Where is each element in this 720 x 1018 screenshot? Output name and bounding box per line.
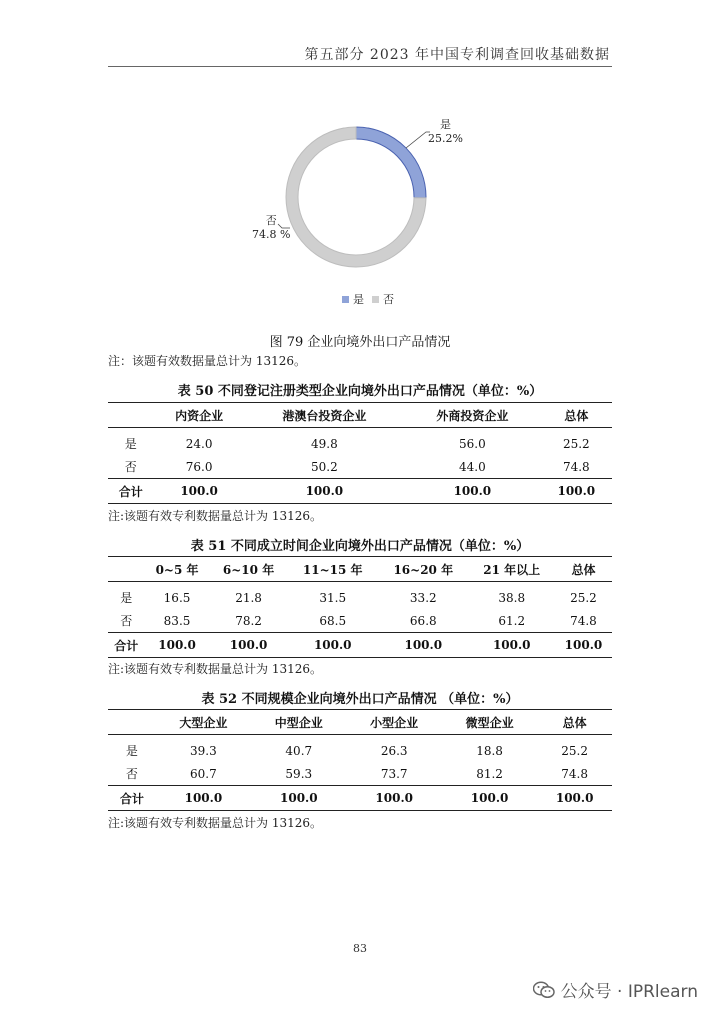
table-cell: 81.2 [476, 766, 503, 781]
column-header: 小型企业 [346, 710, 441, 735]
table-row [108, 455, 612, 479]
column-header: 大型企业 [156, 710, 251, 735]
table-cell: 38.8 [498, 590, 526, 605]
table-cell: 40.7 [285, 743, 313, 758]
column-header: 6~10 年 [210, 557, 288, 582]
legend-label-no: 否 [383, 293, 394, 306]
total-cell: 100.0 [210, 633, 288, 658]
table-cell: 50.2 [310, 459, 338, 474]
total-cell: 100.0 [442, 786, 537, 811]
table-cell: 26.3 [380, 743, 408, 758]
total-cell: 100.0 [469, 633, 555, 658]
column-header: 中型企业 [251, 710, 346, 735]
total-row [108, 479, 612, 504]
column-header [108, 557, 144, 582]
table-cell: 24.0 [185, 436, 213, 451]
table-cell: 25.2 [561, 743, 588, 758]
table-51-note: 注:该题有效专利数据量总计为 13126。 [108, 662, 323, 676]
table-cell: 60.7 [190, 766, 217, 781]
total-cell: 100.0 [555, 633, 612, 658]
total-cell: 100.0 [537, 786, 612, 811]
table-50 [108, 402, 612, 504]
total-cell: 100.0 [378, 633, 469, 658]
table-cell: 78.2 [235, 613, 262, 628]
legend-label-yes: 是 [353, 293, 364, 306]
legend-swatch-yes [342, 296, 349, 303]
slice-label-no-value: 74.8 % [252, 228, 291, 241]
table-cell: 56.0 [459, 436, 486, 451]
column-header: 总体 [537, 710, 612, 735]
column-header [108, 403, 154, 428]
table-cell: 61.2 [498, 613, 526, 628]
column-header: 港澳台投资企业 [245, 403, 404, 428]
table-cell: 33.2 [409, 590, 437, 605]
figure-note: 注：该题有效数据量总计为 13126。 [108, 354, 306, 368]
table-50-note: 注:该题有效专利数据量总计为 13126。 [108, 509, 323, 523]
table-cell: 31.5 [319, 590, 347, 605]
donut-slice-yes [356, 127, 426, 198]
table-cell: 74.8 [570, 613, 597, 628]
table-row [108, 609, 612, 633]
row-label: 否 [124, 460, 137, 474]
table-cell: 66.8 [409, 613, 437, 628]
table-row [108, 582, 612, 610]
table-51 [108, 556, 612, 658]
watermark [533, 977, 698, 1002]
table-52-note: 注:该题有效专利数据量总计为 13126。 [108, 816, 323, 830]
column-header: 11~15 年 [287, 557, 378, 582]
column-header: 21 年以上 [469, 557, 555, 582]
row-label: 否 [125, 767, 138, 781]
slice-label-no-name: 否 [265, 214, 277, 227]
total-cell: 100.0 [404, 479, 541, 504]
figure-caption: 图 79 企业向境外出口产品情况 [269, 335, 451, 350]
page-number: 83 [353, 942, 367, 955]
total-row [108, 786, 612, 811]
table-cell: 73.7 [380, 766, 408, 781]
table-cell: 76.0 [185, 459, 213, 474]
table-row [108, 762, 612, 786]
donut-chart [230, 110, 480, 310]
table-row [108, 735, 612, 763]
slice-label-no [252, 214, 290, 242]
table-cell: 74.8 [561, 766, 588, 781]
table-cell: 39.3 [190, 743, 217, 758]
total-cell: 100.0 [541, 479, 612, 504]
legend-swatch-no [372, 296, 379, 303]
column-header: 0~5 年 [144, 557, 209, 582]
slice-label-yes [428, 118, 463, 146]
chart-legend [342, 291, 394, 307]
column-header: 外商投资企业 [404, 403, 541, 428]
total-cell: 100.0 [287, 633, 378, 658]
total-cell: 100.0 [154, 479, 245, 504]
total-cell: 100.0 [251, 786, 346, 811]
row-label: 是 [124, 437, 137, 451]
total-label: 合计 [108, 479, 154, 504]
slice-label-yes-name: 是 [439, 118, 451, 131]
table-51-title: 表 51 不同成立时间企业向境外出口产品情况（单位：%） [190, 539, 530, 554]
table-cell: 21.8 [235, 590, 262, 605]
table-cell: 74.8 [562, 459, 590, 474]
total-cell: 100.0 [346, 786, 441, 811]
leader-line-yes [406, 132, 430, 148]
column-header [108, 710, 156, 735]
table-cell: 25.2 [570, 590, 597, 605]
total-cell: 100.0 [144, 633, 209, 658]
wechat-icon [533, 981, 555, 999]
total-label: 合计 [108, 633, 144, 658]
running-header: 第五部分 2023 年中国专利调查回收基础数据 [304, 47, 610, 63]
slice-label-yes-value: 25.2% [428, 132, 463, 145]
row-label: 否 [120, 614, 133, 628]
watermark-text: 公众号 · IPRlearn [560, 982, 698, 1002]
table-cell: 83.5 [163, 613, 191, 628]
total-cell: 100.0 [245, 479, 404, 504]
header-rule [108, 66, 612, 67]
table-52-title: 表 52 不同规模企业向境外出口产品情况 （单位：%） [201, 692, 519, 707]
table-cell: 18.8 [476, 743, 503, 758]
table-52 [108, 709, 612, 811]
column-header: 总体 [541, 403, 612, 428]
total-cell: 100.0 [156, 786, 251, 811]
table-row [108, 428, 612, 456]
column-header: 16~20 年 [378, 557, 469, 582]
row-label: 是 [120, 591, 133, 605]
table-cell: 44.0 [459, 459, 486, 474]
total-row [108, 633, 612, 658]
table-cell: 59.3 [285, 766, 313, 781]
total-label: 合计 [108, 786, 156, 811]
table-cell: 25.2 [562, 436, 590, 451]
table-cell: 16.5 [163, 590, 191, 605]
row-label: 是 [125, 744, 138, 758]
column-header: 总体 [555, 557, 612, 582]
table-cell: 68.5 [319, 613, 347, 628]
table-50-title: 表 50 不同登记注册类型企业向境外出口产品情况（单位：%） [177, 384, 543, 399]
table-cell: 49.8 [310, 436, 338, 451]
column-header: 微型企业 [442, 710, 537, 735]
column-header: 内资企业 [154, 403, 245, 428]
